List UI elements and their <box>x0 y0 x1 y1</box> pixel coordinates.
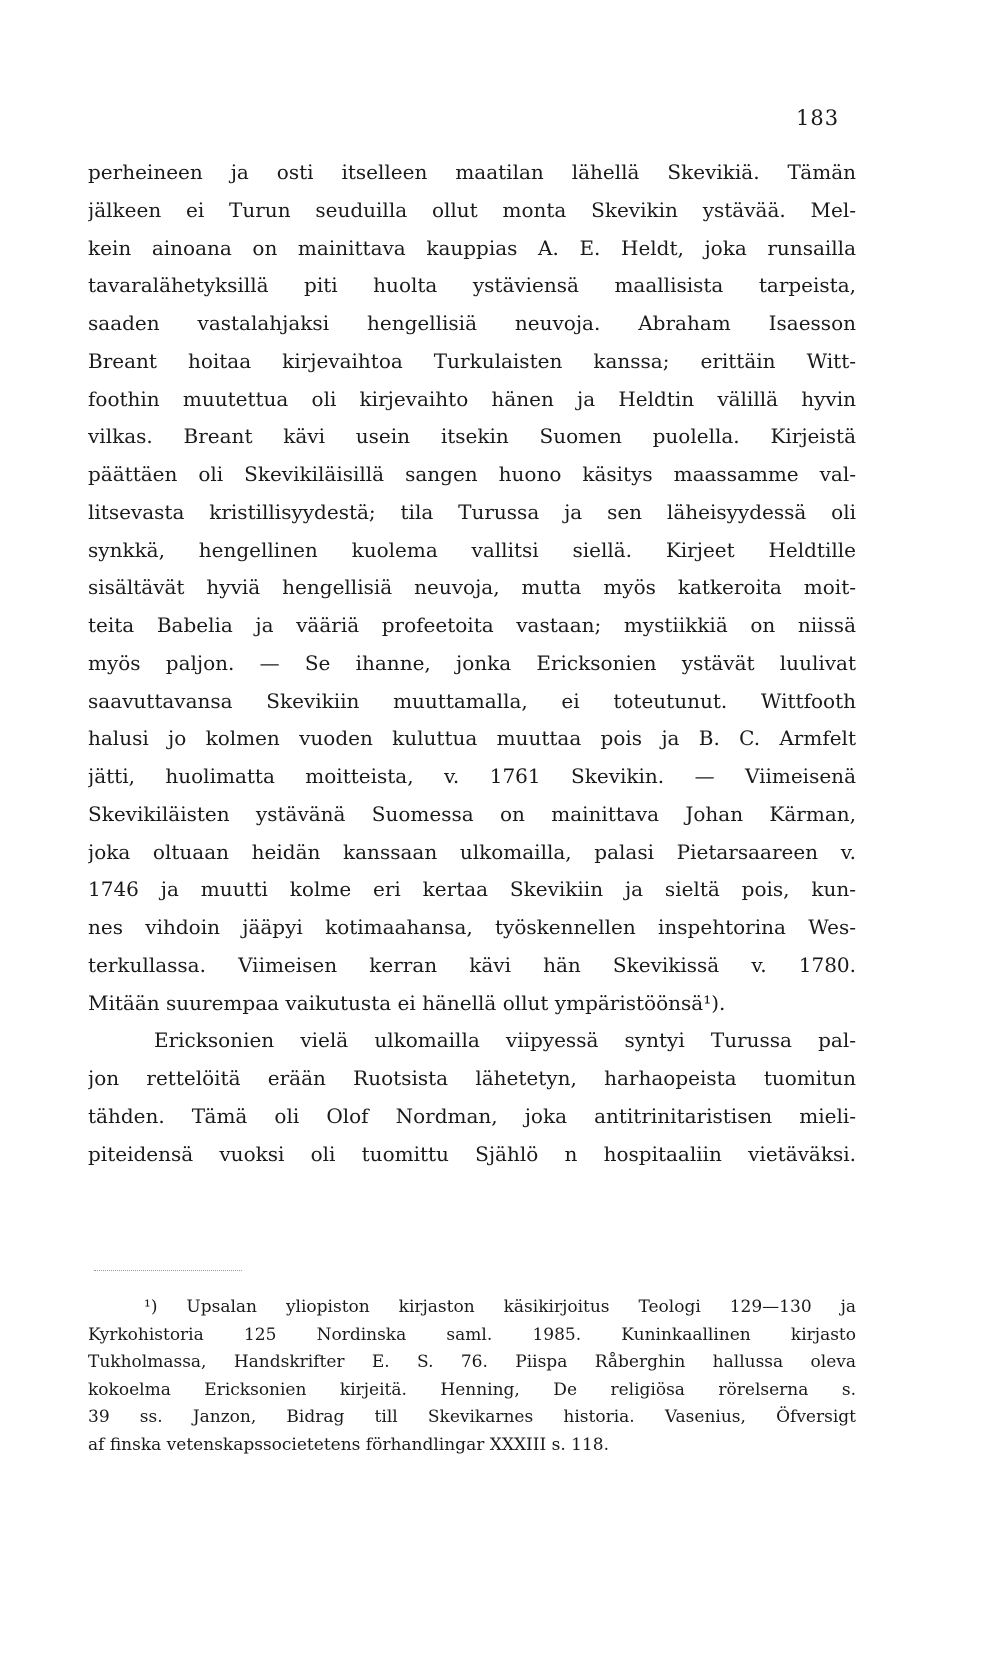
text-line: myös paljon. — Se ihanne, jonka Ericksonien ystävät luulivat <box>88 650 856 675</box>
footnote-line: kokoelma Ericksonien kirjeitä. Henning, De religiösa rörelserna s. <box>88 1379 856 1400</box>
text-line: piteidensä vuoksi oli tuomittu Sjählö n hospitaaliin vietäväksi. <box>88 1141 856 1166</box>
page-number: 183 <box>796 106 840 130</box>
text-line: kein ainoana on mainittava kauppias A. E. Heldt, joka runsailla <box>88 235 856 260</box>
text-line: 1746 ja muutti kolme eri kertaa Skevikiin ja sieltä pois, kun- <box>88 877 856 902</box>
footnote-line: Tukholmassa, Handskrifter E. S. 76. Piispa Råberghin hallussa oleva <box>88 1352 856 1373</box>
text-line: saaden vastalahjaksi hengellisiä neuvoja. Abraham Isaesson <box>88 311 856 335</box>
footnote-divider <box>94 1270 242 1271</box>
text-line: terkullassa. Viimeisen kerran kävi hän Skevikissä v. 1780. <box>88 952 856 977</box>
text-line: jon rettelöitä erään Ruotsista lähetetyn, harhaopeista tuomitun <box>88 1066 856 1090</box>
text-line: nes vihdoin jääpyi kotimaahansa, työskennellen inspehtorina Wes- <box>88 915 856 939</box>
text-line: päättäen oli Skevikiläisillä sangen huono käsitys maassamme val- <box>88 462 856 486</box>
text-line: saavuttavansa Skevikiin muuttamalla, ei toteutunut. Wittfooth <box>88 688 856 713</box>
text-line: jätti, huolimatta moitteista, v. 1761 Skevikin. — Viimeisenä <box>88 764 856 788</box>
footnote-line: ¹) Upsalan yliopiston kirjaston käsikirjoitus Teologi 129—130 ja <box>144 1297 856 1317</box>
footnote-line: 39 ss. Janzon, Bidrag till Skevikarnes historia. Vasenius, Öfversigt <box>88 1407 856 1428</box>
text-line: halusi jo kolmen vuoden kuluttua muuttaa pois ja B. C. Armfelt <box>88 726 856 751</box>
text-line: jälkeen ei Turun seuduilla ollut monta Skevikin ystävää. Mel- <box>88 197 856 222</box>
body-text <box>88 154 856 1173</box>
text-line: litsevasta kristillisyydestä; tila Turussa ja sen läheisyydessä oli <box>88 499 856 524</box>
text-line: foothin muutettua oli kirjevaihto hänen ja Heldtin välillä hyvin <box>88 386 856 411</box>
paragraph-start-line: Ericksonien vielä ulkomailla viipyessä syntyi Turussa pal- <box>154 1028 856 1053</box>
text-line: Skevikiläisten ystävänä Suomessa on mainittava Johan Kärman, <box>88 801 856 826</box>
text-line: teita Babelia ja vääriä profeetoita vastaan; mystiikkiä on niissä <box>88 613 856 637</box>
text-line: tähden. Tämä oli Olof Nordman, joka antitrinitaristisen mieli- <box>88 1103 856 1128</box>
text-line: Breant hoitaa kirjevaihtoa Turkulaisten kanssa; erittäin Witt- <box>88 348 856 373</box>
paragraph-end-line: Mitään suurempaa vaikutusta ei hänellä ollut ympäristöönsä¹). <box>88 990 726 1015</box>
text-line: perheineen ja osti itselleen maatilan lähellä Skevikiä. Tämän <box>88 160 856 184</box>
text-line: sisältävät hyviä hengellisiä neuvoja, mutta myös katkeroita moit- <box>88 575 856 600</box>
text-line: joka oltuaan heidän kanssaan ulkomailla, palasi Pietarsaareen v. <box>88 839 856 864</box>
footnote-line: af finska vetenskapssocietetens förhandlingar XXXIII s. 118. <box>88 1434 609 1455</box>
footnote-line: Kyrkohistoria 125 Nordinska saml. 1985. Kuninkaallinen kirjasto <box>88 1324 856 1345</box>
footnotes <box>88 1294 856 1460</box>
text-line: tavaralähetyksillä piti huolta ystäviensä maallisista tarpeista, <box>88 273 856 298</box>
text-line: vilkas. Breant kävi usein itsekin Suomen puolella. Kirjeistä <box>88 424 856 449</box>
text-line: synkkä, hengellinen kuolema vallitsi siellä. Kirjeet Heldtille <box>88 537 856 562</box>
